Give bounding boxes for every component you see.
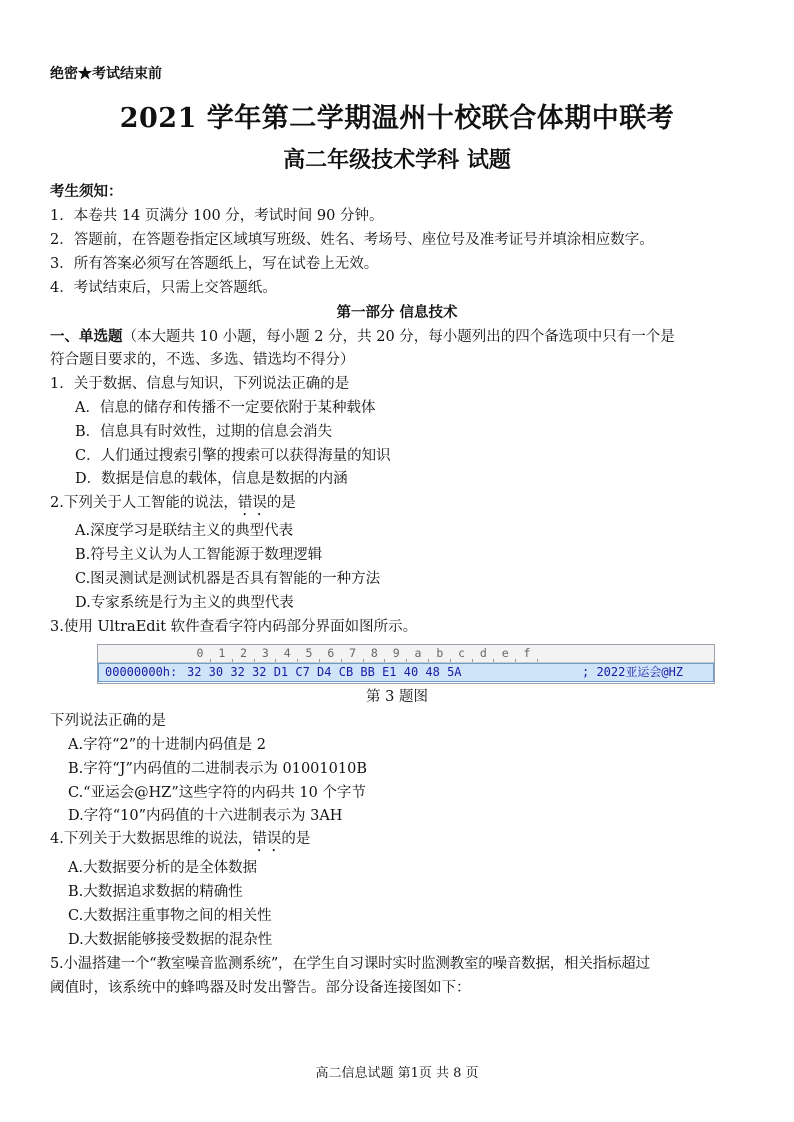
notice-item: 4．考试结束后，只需上交答题纸。 — [50, 280, 277, 296]
ruler-tick — [297, 659, 298, 662]
q5-stem-cont: 阈值时，该系统中的蜂鸣器及时发出警告。部分设备连接图如下： — [50, 980, 471, 996]
hex-column-ruler — [98, 645, 714, 663]
q3-option: D.字符“10”内码值的十六进制表示为 3AH — [68, 808, 343, 824]
q3-option: A.字符“2”的十进制内码值是 2 — [68, 737, 266, 753]
hex-address: 00000000h: — [105, 665, 178, 679]
section-desc-cont: 符合题目要求的，不选、多选、错选均不得分） — [50, 352, 355, 368]
ruler-tick — [275, 659, 276, 662]
ruler-label: 7 — [349, 646, 357, 660]
confidential-mark: 绝密★考试结束前 — [50, 66, 162, 82]
q2-stem — [50, 493, 296, 519]
ruler-label: d — [479, 646, 487, 660]
ruler-label: c — [458, 646, 466, 660]
ruler-label: 9 — [392, 646, 400, 660]
ruler-label: f — [523, 646, 531, 660]
exam-title: 2021 学年第二学期温州十校联合体期中联考 — [119, 103, 675, 134]
q1-option: C．人们通过搜索引擎的搜索可以获得海量的知识 — [75, 448, 391, 464]
hex-text: ; 2022亚运会@HZ — [582, 665, 684, 679]
q1-option: A．信息的储存和传播不一定要依附于某种载体 — [75, 400, 376, 416]
ruler-tick — [363, 659, 364, 662]
notice-item: 2．答题前，在答题卷指定区域填写班级、姓名、考场号、座位号及准考证号并填涂相应数字。 — [50, 232, 654, 248]
ruler-tick — [210, 659, 211, 662]
notice-item: 1．本卷共 14 页满分 100 分，考试时间 90 分钟。 — [50, 208, 384, 224]
ruler-tick — [232, 659, 233, 662]
ruler-tick — [254, 659, 255, 662]
notice-item: 3．所有答案必须写在答题纸上，写在试卷上无效。 — [50, 256, 379, 272]
ruler-tick — [515, 659, 516, 662]
q4-stem — [50, 829, 310, 855]
ruler-tick — [384, 659, 385, 662]
section-desc: （本大题共 10 小题，每小题 2 分，共 20 分，每小题列出的四个备选项中只有一个是 — [122, 329, 675, 345]
q1-option: B．信息具有时效性，过期的信息会消失 — [75, 424, 333, 440]
q2-stem-emphasis: 错误 — [237, 495, 267, 511]
q2-stem-pre: 2.下列关于人工智能的说法， — [50, 495, 238, 511]
q4-option: C.大数据注重事物之间的相关性 — [68, 908, 272, 924]
q4-stem-post: 的是 — [281, 831, 311, 847]
ruler-label: 0 — [196, 646, 204, 660]
ruler-tick — [537, 659, 538, 662]
q4-option: A.大数据要分析的是全体数据 — [68, 860, 258, 876]
q3-figure-caption: 第 3 题图 — [366, 689, 428, 705]
ruler-label: 4 — [283, 646, 291, 660]
ruler-tick — [319, 659, 320, 662]
ruler-label: 5 — [305, 646, 313, 660]
q2-option: A.深度学习是联结主义的典型代表 — [75, 523, 294, 539]
q1-stem: 1．关于数据、信息与知识，下列说法正确的是 — [50, 376, 350, 392]
section-heading — [50, 327, 675, 347]
q2-stem-post: 的是 — [266, 495, 296, 511]
q3-option: B.字符“J”内码值的二进制表示为 01001010B — [68, 761, 367, 777]
ruler-label: b — [436, 646, 444, 660]
ruler-label: a — [414, 646, 422, 660]
ruler-tick — [450, 659, 451, 662]
ruler-label: 6 — [327, 646, 335, 660]
ruler-tick — [406, 659, 407, 662]
ruler-label: 8 — [370, 646, 378, 660]
q3-stem: 3.使用 UltraEdit 软件查看字符内码部分界面如图所示。 — [50, 619, 418, 635]
ruler-label: 1 — [218, 646, 226, 660]
ruler-label: 3 — [261, 646, 269, 660]
q4-stem-emphasis: 错误 — [252, 831, 282, 847]
ruler-label: 2 — [240, 646, 248, 660]
section-label: 一、单选题 — [50, 328, 123, 345]
q4-stem-pre: 4.下列关于大数据思维的说法， — [50, 831, 253, 847]
q1-option: D．数据是信息的载体，信息是数据的内涵 — [75, 471, 348, 487]
page-footer: 高二信息试题 第1页 共 8 页 — [315, 1066, 479, 1081]
ruler-tick — [493, 659, 494, 662]
part-heading: 第一部分 信息技术 — [336, 304, 458, 321]
ruler-label: e — [501, 646, 509, 660]
hex-bytes: 32 30 32 32 D1 C7 D4 CB BB E1 40 48 5A — [187, 665, 462, 679]
q3-option: C.“亚运会@HZ”这些字符的内码共 10 个字节 — [68, 785, 366, 801]
q2-option: D.专家系统是行为主义的典型代表 — [75, 595, 294, 611]
hex-data-row — [98, 663, 714, 682]
ruler-tick — [428, 659, 429, 662]
exam-subtitle: 高二年级技术学科 试题 — [283, 147, 511, 173]
q5-stem: 5.小温搭建一个“教室噪音监测系统”，在学生自习课时实时监测教室的噪音数据，相关指标超过 — [50, 956, 650, 972]
ruler-tick — [472, 659, 473, 662]
q4-option: B.大数据追求数据的精确性 — [68, 884, 243, 900]
q4-option: D.大数据能够接受数据的混杂性 — [68, 932, 273, 948]
q2-option: B.符号主义认为人工智能源于数理逻辑 — [75, 547, 323, 563]
q2-option: C.图灵测试是测试机器是否具有智能的一种方法 — [75, 571, 381, 587]
q3-lead: 下列说法正确的是 — [50, 713, 166, 729]
ruler-tick — [341, 659, 342, 662]
ultraedit-hex-view — [97, 644, 715, 684]
notice-heading: 考生须知： — [50, 183, 123, 200]
